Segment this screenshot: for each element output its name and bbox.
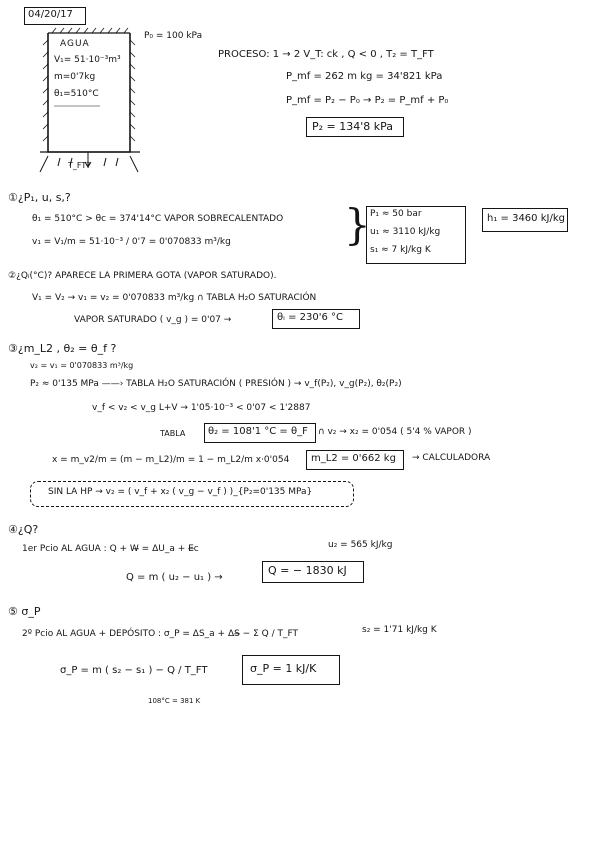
- q5-sub: 108°C = 381 K: [148, 697, 201, 705]
- q1-h1: h₁ = 3460 kJ/kg: [487, 213, 565, 224]
- q4-line-2: Q = m ( u₂ − u₁ ) →: [126, 572, 223, 583]
- q1-s1: s₁ ≈ 7 kJ/kg K: [370, 245, 431, 255]
- q5-result: σ_P = 1 kJ/K: [250, 662, 317, 675]
- q2-line-2: VAPOR SATURADO ( v_g ) = 0'07 →: [74, 315, 232, 325]
- q5-title: ⑤ σ_P: [8, 605, 41, 618]
- q1-title: ①¿P₁, u, s,?: [8, 191, 71, 204]
- ambient-pressure-label: P₀ = 100 kPa: [144, 31, 203, 41]
- q3-t2: θ₂ = 108'1 °C = θ_F: [208, 426, 308, 437]
- q3-ml2: m_L2 = 0'662 kg: [311, 453, 396, 464]
- q4-line-1: 1er Pcio AL AGUA : Q + W̶ = ΔU_a + E̶c: [22, 544, 199, 554]
- q3-calc: → CALCULADORA: [412, 453, 491, 463]
- proceso-line-3: P_mf = P₂ − P₀ → P₂ = P_mf + P₀: [286, 95, 449, 106]
- q3-tabla: TABLA: [160, 429, 186, 438]
- q2-result: θᵢ = 230'6 °C: [277, 312, 344, 323]
- q1-p1: P₁ ≈ 50 bar: [370, 209, 422, 219]
- q3-line-4: ∩ v₂ → x₂ = 0'054 ( 5'4 % VAPOR ): [318, 427, 472, 437]
- q4-result: Q = − 1830 kJ: [268, 564, 347, 577]
- q3-line-5: x = m_v2/m = (m − m_L2)/m = 1 − m_L2/m x·0'054: [52, 455, 290, 465]
- q3-title: ③¿m_L2 , θ₂ = θ_f ?: [8, 342, 117, 355]
- volume-label: V₁= 51·10⁻³m³: [54, 55, 121, 65]
- date-text: 04/20/17: [28, 9, 73, 20]
- q5-s2: s₂ = 1'71 kJ/kg K: [362, 625, 437, 635]
- q4-title: ④¿Q?: [8, 523, 39, 536]
- q1-line-1: θ₁ = 510°C > θc = 374'14°C VAPOR SOBRECALENTADO: [32, 214, 284, 224]
- temperature-label: θ₁=510°C: [54, 89, 99, 99]
- q2-title: ②¿Qᵢ(°C)? APARECE LA PRIMERA GOTA (VAPOR SATURADO).: [8, 271, 277, 281]
- p2-result: P₂ = 134'8 kPa: [312, 120, 394, 133]
- tft-label: T_FT?: [68, 161, 91, 170]
- proceso-line-1: PROCESO: 1 → 2 V_T: ck , Q < 0 , T₂ = T_FT: [218, 49, 434, 60]
- q3-line-1: v₂ = v₁ = 0'070833 m³/kg: [30, 361, 134, 370]
- q3-line-2: P₂ ≈ 0'135 MPa ——› TABLA H₂O SATURACIÓN ( PRESIÓN ) → v_f(P₂), v_g(P₂), θ₂(P₂): [30, 379, 402, 389]
- q5-line-1: 2º Pcio AL AGUA + DEPÓSITO : σ_P = ΔS_a + ΔS̶ − Σ Q / T_FT: [22, 629, 298, 639]
- mass-label: m=0'7kg: [54, 72, 96, 82]
- proceso-line-2: P_mf = 262 m kg = 34'821 kPa: [286, 71, 443, 82]
- q2-line-1: V₁ = V₂ → v₁ = v₂ = 0'070833 m³/kg ∩ TABLA H₂O SATURACIÓN: [32, 293, 317, 303]
- fluid-label: AGUA: [60, 39, 90, 49]
- q4-u2: u₂ = 565 kJ/kg: [328, 540, 393, 550]
- q1-line-2: v₁ = V₁/m = 51·10⁻³ / 0'7 = 0'070833 m³/kg: [32, 237, 231, 247]
- q1-u1: u₁ ≈ 3110 kJ/kg: [370, 227, 441, 237]
- q3-alt-method: SIN LA HP → v₂ = ( v_f + x₂ ( v_g − v_f ) )_{P₂=0'135 MPa}: [48, 487, 313, 497]
- q3-line-3: v_f < v₂ < v_g L+V → 1'05·10⁻³ < 0'07 < 1'2887: [92, 403, 311, 413]
- q1-brace: }: [344, 200, 371, 249]
- q5-line-2: σ_P = m ( s₂ − s₁ ) − Q / T_FT: [60, 665, 208, 676]
